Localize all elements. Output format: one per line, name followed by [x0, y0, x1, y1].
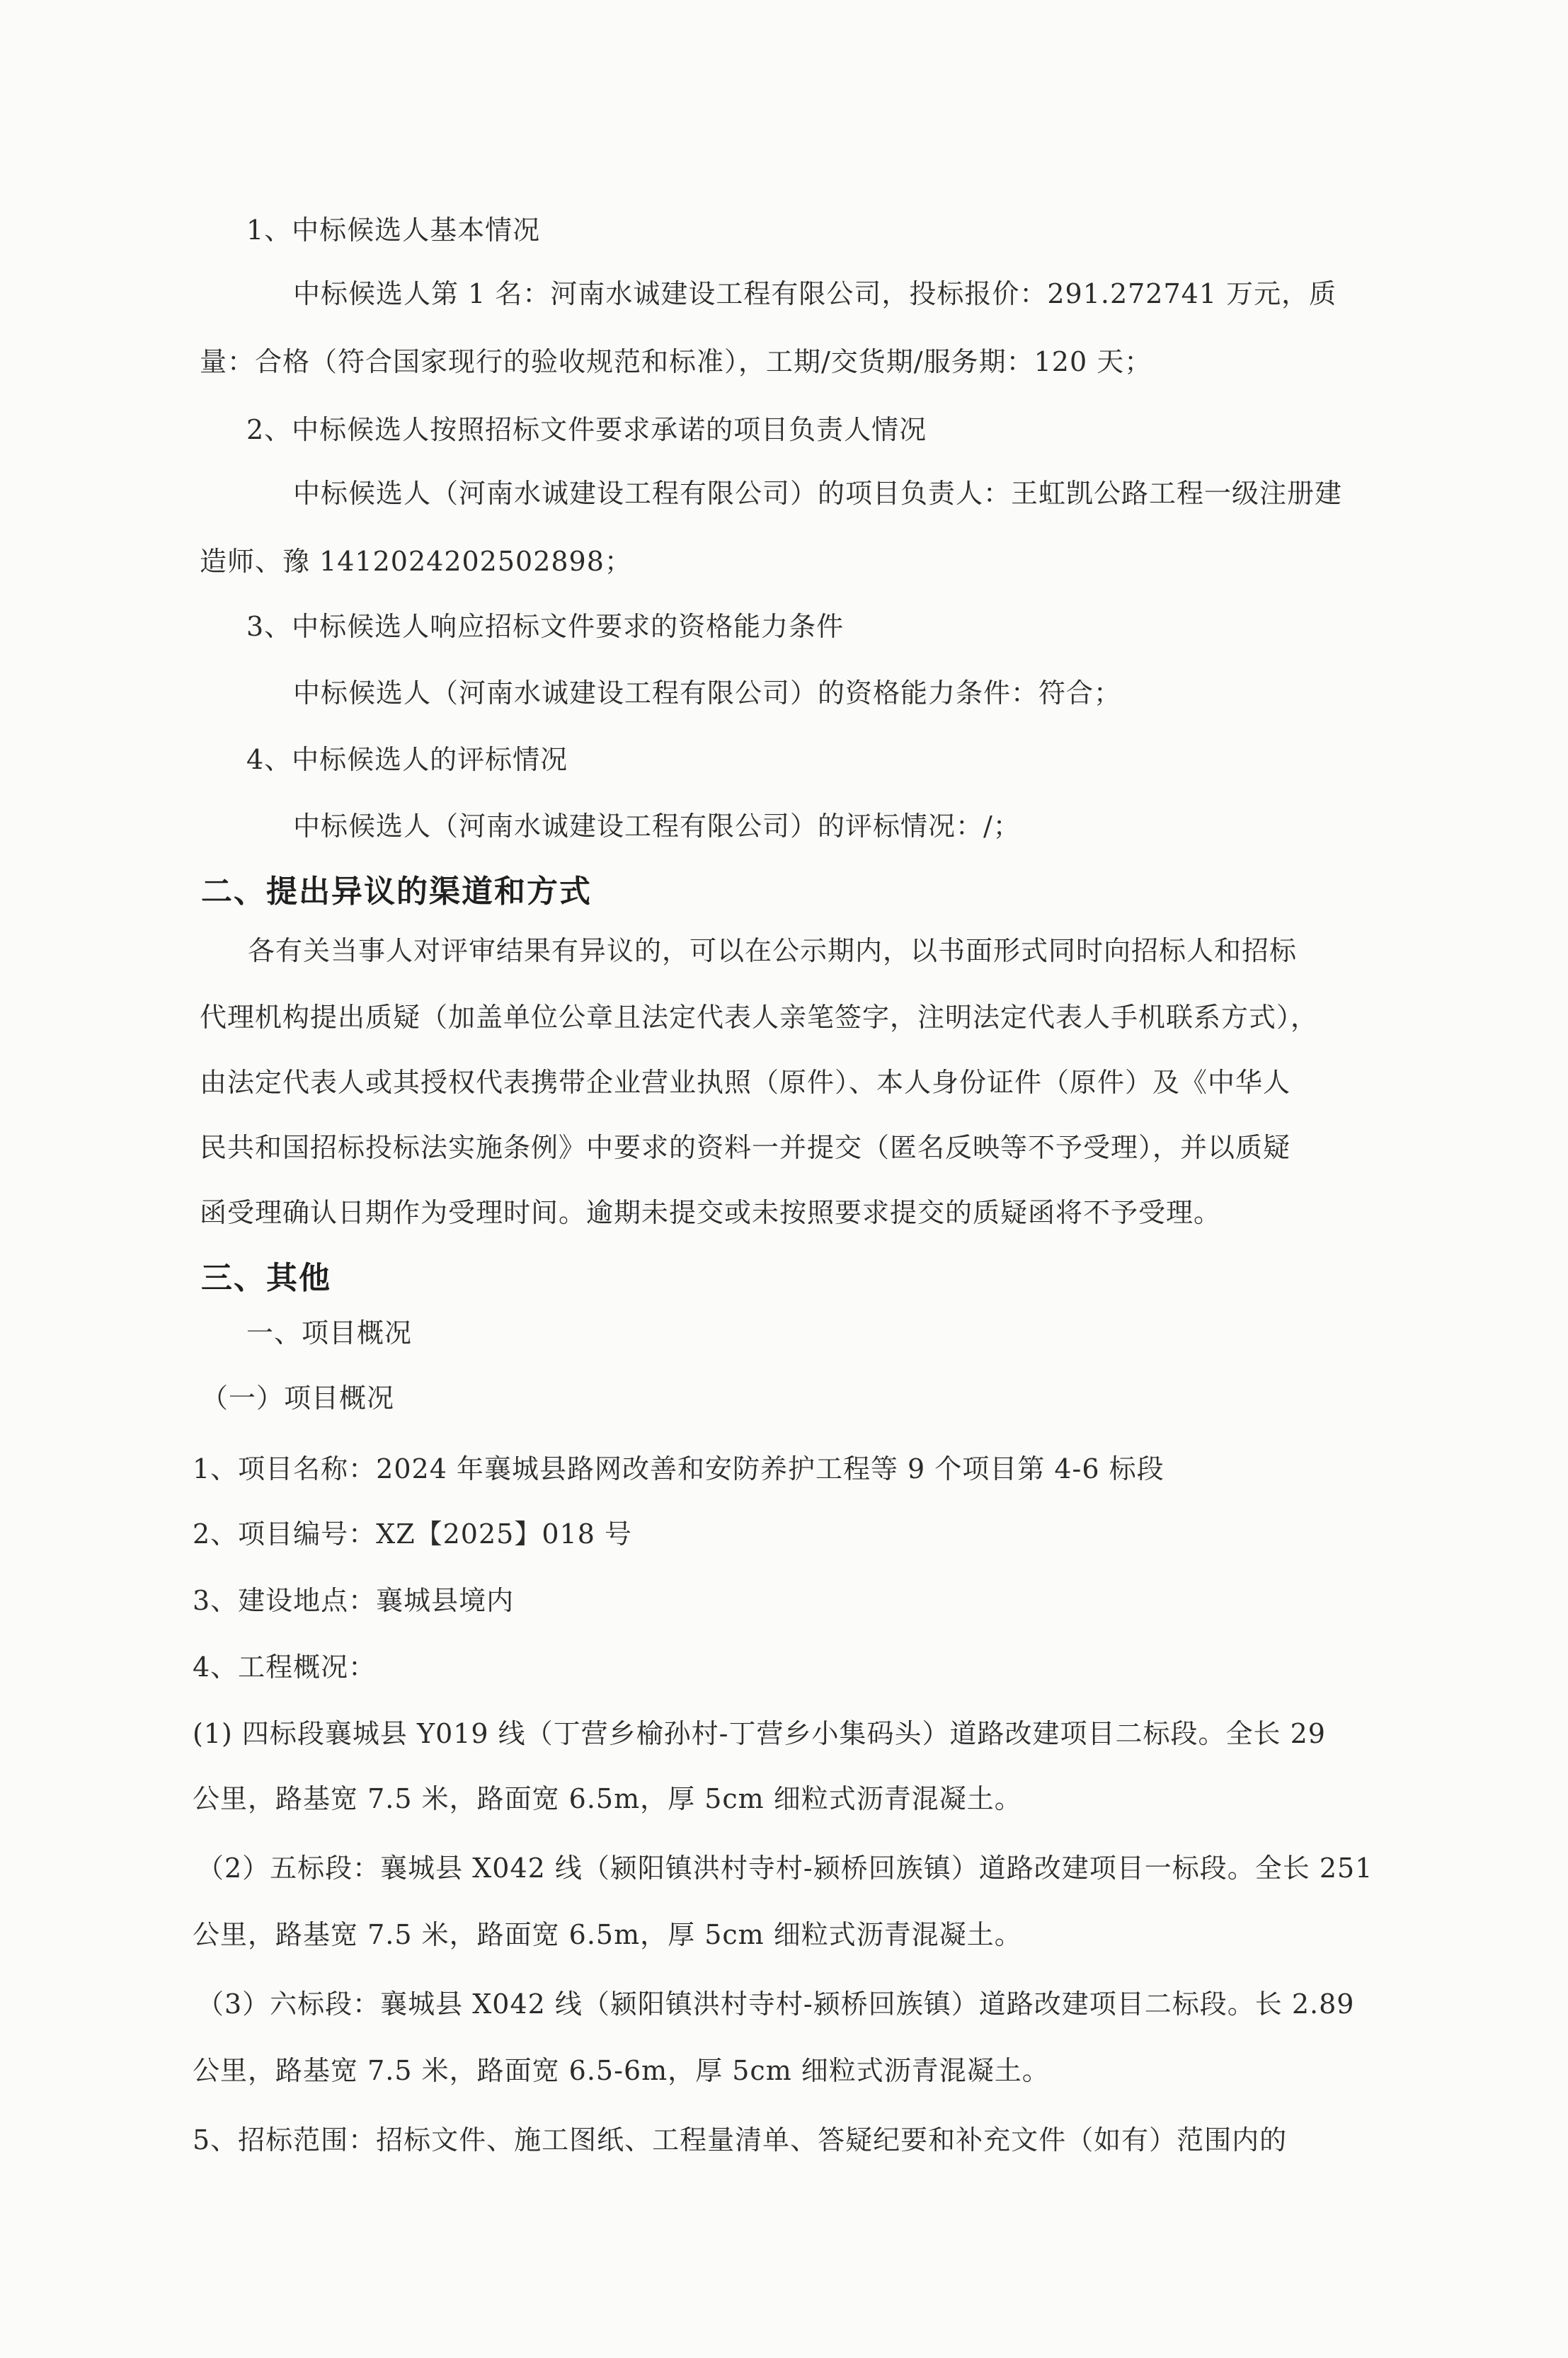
paragraph-line: 中标候选人（河南水诚建设工程有限公司）的项目负责人：王虹凯公路工程一级注册建: [293, 478, 1343, 509]
section-heading: 2、中标候选人按照招标文件要求承诺的项目负责人情况: [246, 414, 927, 445]
paragraph-line: 函受理确认日期作为受理时间。逾期未提交或未按照要求提交的质疑函将不予受理。: [200, 1197, 1222, 1228]
paragraph-line: 1、项目名称：2024 年襄城县路网改善和安防养护工程等 9 个项目第 4-6 标段: [193, 1453, 1164, 1484]
section-heading: 1、中标候选人基本情况: [246, 214, 541, 246]
section-heading: （一）项目概况: [201, 1383, 395, 1414]
paragraph-line: (1) 四标段襄城县 Y019 线（丁营乡榆孙村-丁营乡小集码头）道路改建项目二标段。全长 29: [193, 1718, 1326, 1749]
paragraph-line: 5、招标范围：招标文件、施工图纸、工程量清单、答疑纪要和补充文件（如有）范围内的: [193, 2124, 1288, 2156]
paragraph-line: 4、工程概况：: [193, 1652, 377, 1683]
paragraph-line: 公里，路基宽 7.5 米，路面宽 6.5m，厚 5cm 细粒式沥青混凝土。: [193, 1783, 1022, 1814]
section-heading: 3、中标候选人响应招标文件要求的资格能力条件: [246, 611, 845, 642]
paragraph-line: 中标候选人第 1 名：河南水诚建设工程有限公司，投标报价：291.272741 万元，质: [293, 278, 1337, 309]
paragraph-line: 中标候选人（河南水诚建设工程有限公司）的评标情况：/；: [293, 811, 1021, 842]
paragraph-line: 3、建设地点：襄城县境内: [193, 1585, 515, 1616]
paragraph-line: （2）五标段：襄城县 X042 线（颍阳镇洪村寺村-颍桥回族镇）道路改建项目一标段。全长 251: [197, 1853, 1373, 1884]
heading-objection-channels: 二、提出异议的渠道和方式: [201, 874, 592, 910]
paragraph-line: 各有关当事人对评审结果有异议的，可以在公示期内，以书面形式同时向招标人和招标: [248, 935, 1298, 966]
paragraph-line: 代理机构提出质疑（加盖单位公章且法定代表人亲笔签字，注明法定代表人手机联系方式），: [200, 1002, 1319, 1033]
section-heading: 一、项目概况: [246, 1317, 413, 1349]
paragraph-line: 民共和国招标投标法实施条例》中要求的资料一并提交（匿名反映等不予受理），并以质疑: [200, 1132, 1291, 1163]
paragraph-line: 中标候选人（河南水诚建设工程有限公司）的资格能力条件：符合；: [293, 677, 1122, 709]
heading-other: 三、其他: [201, 1260, 331, 1296]
paragraph-line: 2、项目编号：XZ【2025】018 号: [193, 1518, 632, 1550]
section-heading: 4、中标候选人的评标情况: [246, 744, 568, 775]
paragraph-line: 公里，路基宽 7.5 米，路面宽 6.5m，厚 5cm 细粒式沥青混凝土。: [193, 1919, 1022, 1950]
paragraph-line: （3）六标段：襄城县 X042 线（颍阳镇洪村寺村-颍桥回族镇）道路改建项目二标段。长 2.89: [197, 1988, 1355, 2020]
paragraph-line: 造师、豫 1412024202502898；: [200, 546, 632, 577]
paragraph-line: 由法定代表人或其授权代表携带企业营业执照（原件）、本人身份证件（原件）及《中华人: [200, 1067, 1291, 1098]
paragraph-line: 公里，路基宽 7.5 米，路面宽 6.5-6m，厚 5cm 细粒式沥青混凝土。: [193, 2055, 1050, 2086]
paragraph-line: 量：合格（符合国家现行的验收规范和标准），工期/交货期/服务期：120 天；: [200, 346, 1152, 377]
